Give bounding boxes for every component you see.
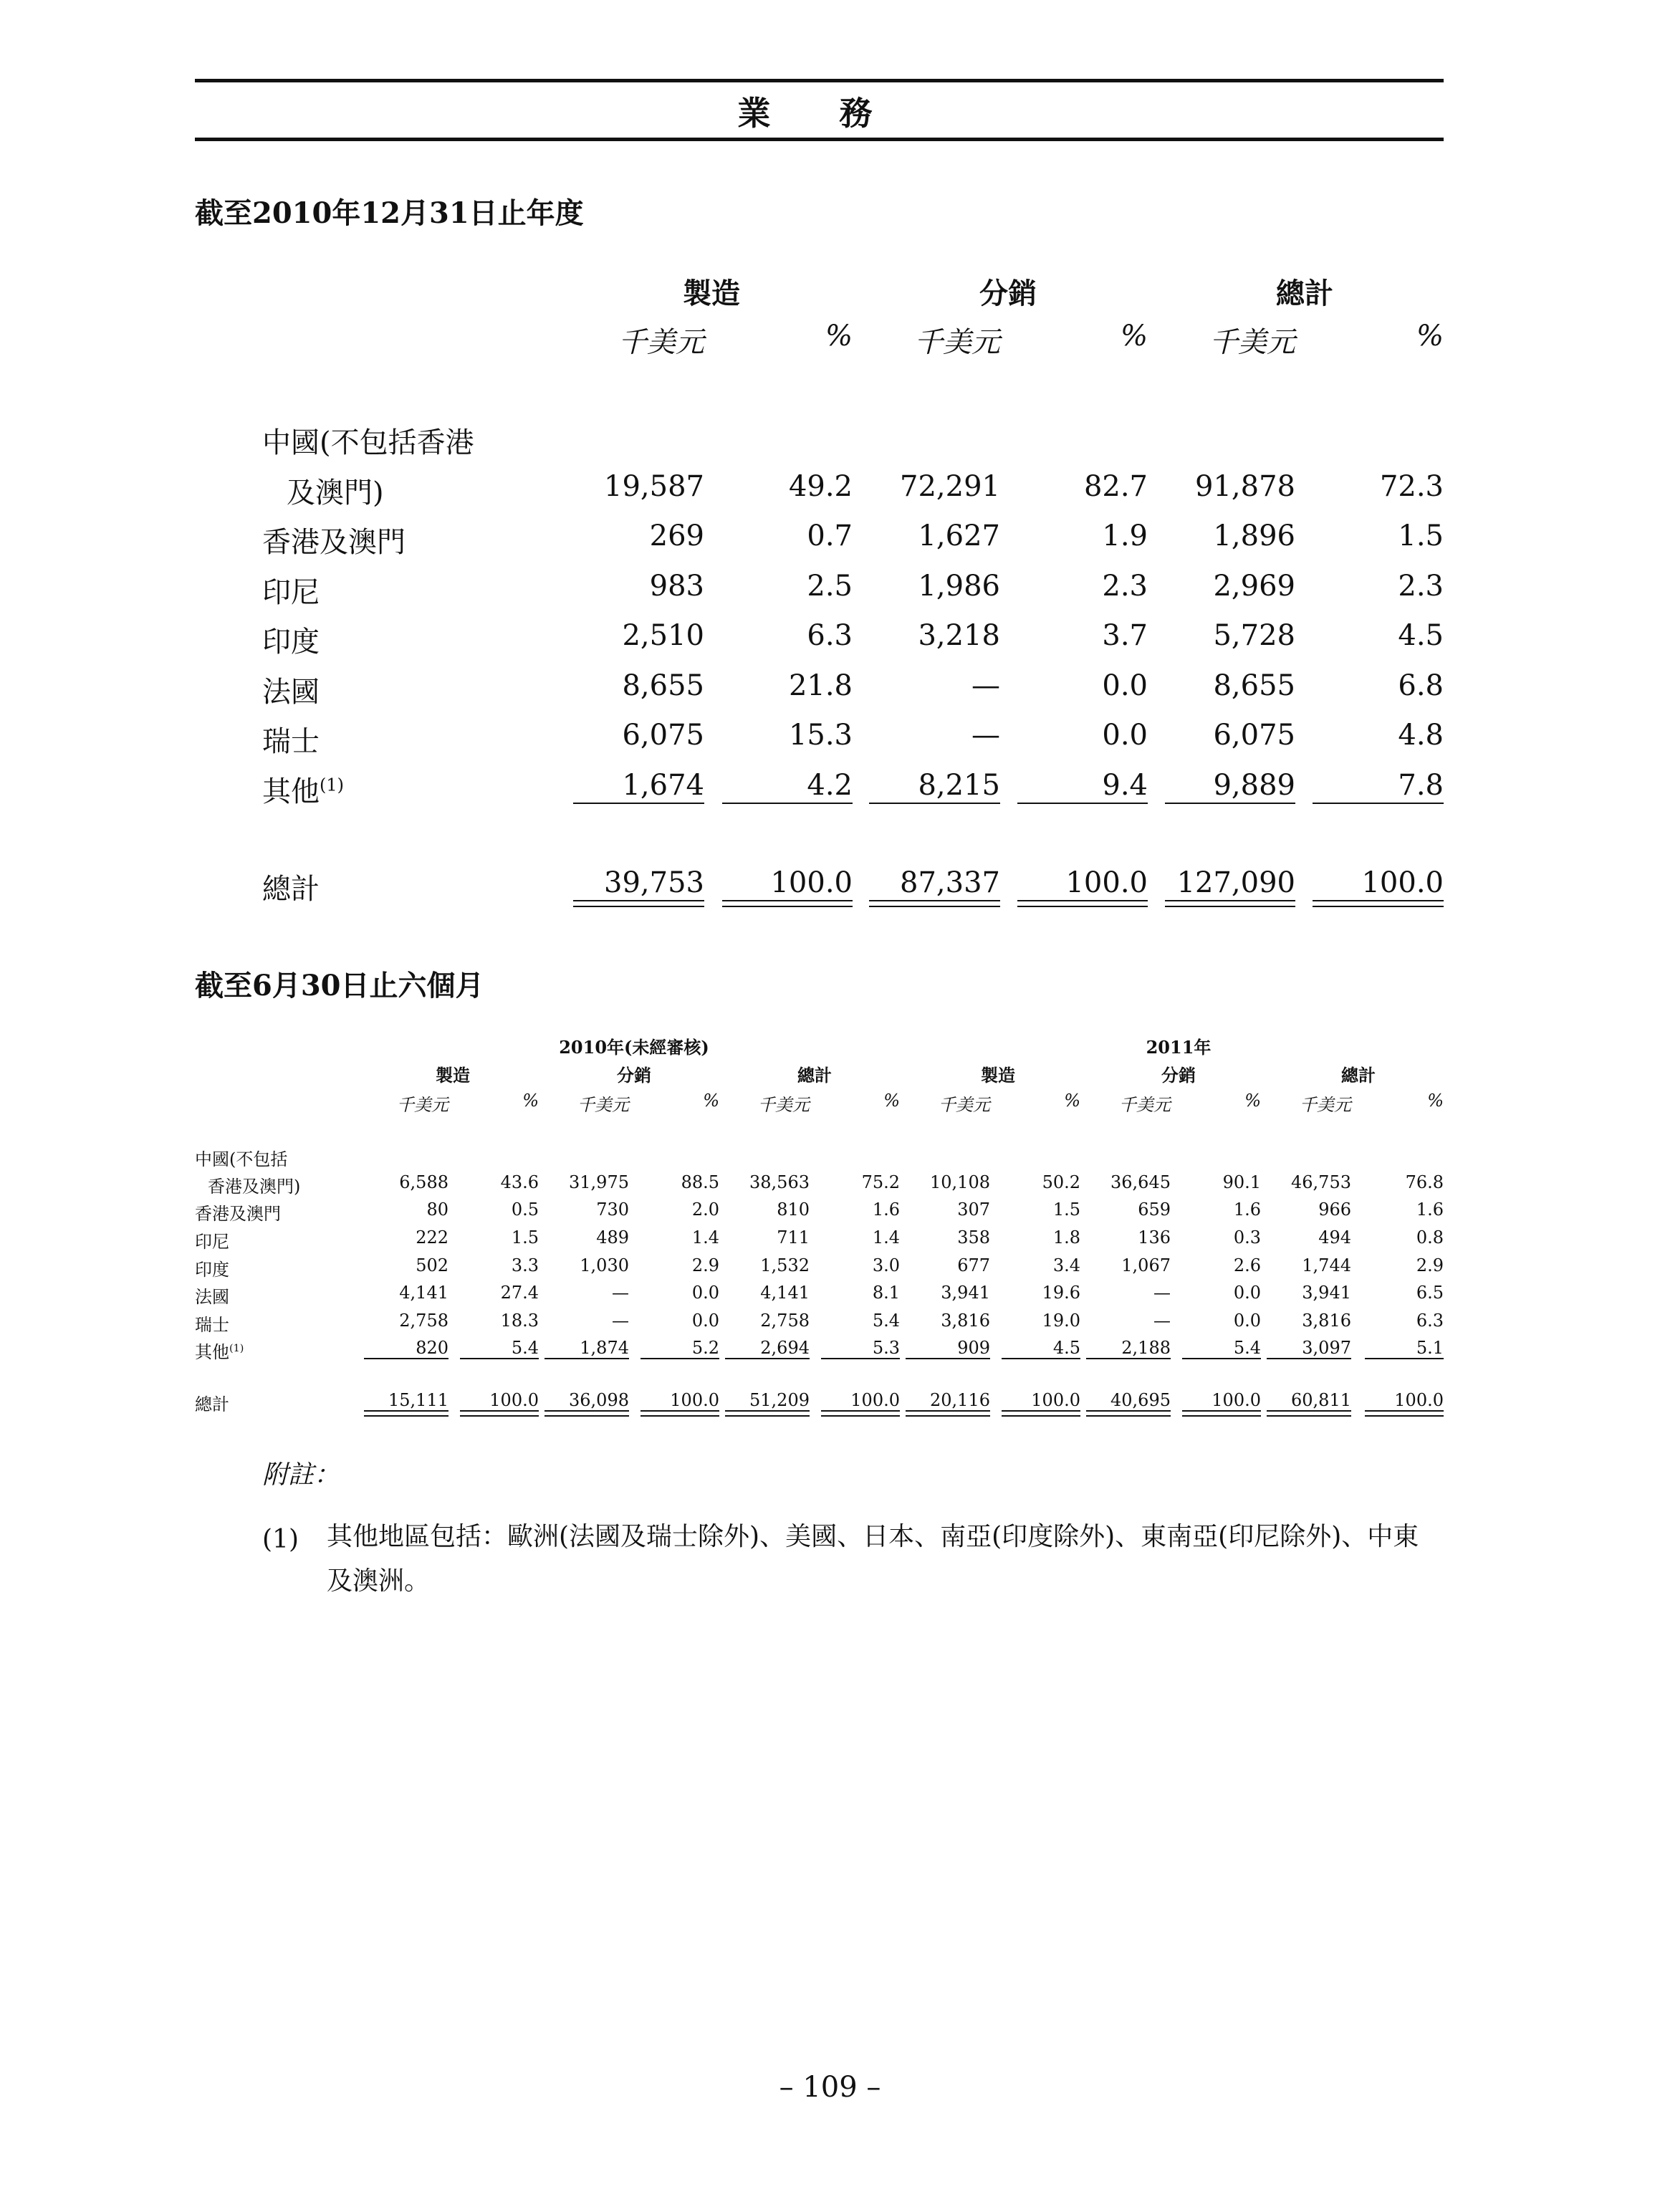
row-label-text: 印尼 <box>262 576 320 609</box>
group-header: 製造 <box>436 1065 470 1086</box>
table-cell: 8,215 <box>918 769 1000 802</box>
table-cell: 1.6 <box>872 1200 900 1220</box>
footnote-marker: (1) <box>320 775 344 795</box>
unit-label: % <box>1416 320 1444 353</box>
group-header: 總計 <box>797 1065 832 1086</box>
total-cell: 100.0 <box>1065 866 1148 899</box>
table-cell: 269 <box>649 520 704 552</box>
total-rule <box>1002 1415 1080 1417</box>
table-cell: 489 <box>596 1227 629 1248</box>
table-cell: 3,218 <box>918 619 1000 652</box>
table-cell: 6,075 <box>1213 719 1295 752</box>
table-cell: 6.3 <box>1416 1311 1444 1331</box>
table-cell: 2.9 <box>691 1255 719 1275</box>
subtotal-rule <box>725 1358 810 1359</box>
table-cell: 3,816 <box>941 1311 990 1331</box>
total-cell: 36,098 <box>569 1390 629 1410</box>
table-cell: 5.4 <box>872 1311 900 1331</box>
total-cell: 100.0 <box>1212 1390 1261 1410</box>
table-cell: 9.4 <box>1102 769 1148 802</box>
table-cell: 46,753 <box>1291 1172 1351 1192</box>
table-cell: 820 <box>416 1338 448 1358</box>
table-cell: — <box>612 1283 629 1303</box>
total-rule <box>1267 1415 1351 1417</box>
unit-label: % <box>1120 320 1148 353</box>
table-cell: — <box>971 669 1000 702</box>
table-cell: 8,655 <box>622 669 704 702</box>
table-cell: 730 <box>596 1200 629 1220</box>
total-rule <box>869 900 1000 901</box>
table-cell: 19.6 <box>1042 1283 1080 1303</box>
table-cell: 1,744 <box>1302 1255 1351 1275</box>
table-cell: 2,758 <box>760 1311 810 1331</box>
table-cell: 3.4 <box>1052 1255 1080 1275</box>
table-cell: 8,655 <box>1213 669 1295 702</box>
table-cell: 3,816 <box>1302 1311 1351 1331</box>
table-cell: 2.3 <box>1398 570 1444 603</box>
table-cell: 0.3 <box>1233 1227 1261 1248</box>
total-cell: 127,090 <box>1176 866 1295 899</box>
total-rule <box>1313 900 1444 901</box>
subtotal-rule <box>1313 803 1444 804</box>
table-cell: 307 <box>957 1200 990 1220</box>
table-cell: 38,563 <box>749 1172 810 1192</box>
total-label: 總計 <box>262 873 320 906</box>
total-rule <box>1182 1415 1261 1417</box>
total-rule <box>725 1410 810 1412</box>
total-rule <box>1002 1410 1080 1412</box>
subtotal-rule <box>641 1358 719 1359</box>
total-rule <box>641 1410 719 1412</box>
table-cell: 2.5 <box>807 570 853 603</box>
table-cell: 659 <box>1138 1200 1171 1220</box>
table-cell: 1.5 <box>1398 520 1444 552</box>
total-rule <box>641 1415 719 1417</box>
total-rule <box>725 1415 810 1417</box>
table-cell: 2.6 <box>1233 1255 1261 1275</box>
table-cell: 6,588 <box>399 1172 448 1192</box>
total-rule <box>821 1415 900 1417</box>
table-cell: 502 <box>416 1255 448 1275</box>
row-label-text: 印度 <box>262 626 320 659</box>
row-label-text: 瑞士 <box>195 1315 229 1335</box>
table-cell: 2.3 <box>1102 570 1148 603</box>
total-rule <box>1365 1415 1444 1417</box>
row-label-text: 法國 <box>262 676 320 709</box>
table-cell: 49.2 <box>788 470 853 503</box>
table-cell: 4,141 <box>760 1283 810 1303</box>
row-label <box>262 669 320 710</box>
table-cell: 19.0 <box>1042 1311 1080 1331</box>
unit-label: % <box>522 1091 539 1111</box>
total-rule <box>1017 906 1148 907</box>
total-cell: 51,209 <box>749 1390 810 1410</box>
unit-label: 千美元 <box>1209 326 1295 359</box>
table-cell: 43.6 <box>500 1172 539 1192</box>
row-label-text: 香港及澳門 <box>195 1204 281 1224</box>
table-cell: 2,188 <box>1121 1338 1171 1358</box>
table-cell: 27.4 <box>500 1283 539 1303</box>
unit-label: % <box>1244 1091 1261 1111</box>
total-cell: 20,116 <box>930 1390 990 1410</box>
row-label-text: 中國(不包括 <box>195 1149 288 1169</box>
total-rule <box>906 1415 990 1417</box>
group-header: 製造 <box>683 277 740 310</box>
table-cell: 82.7 <box>1083 470 1148 503</box>
table-cell: 4.5 <box>1398 619 1444 652</box>
group-header: 製造 <box>981 1065 1015 1086</box>
row-label <box>195 1227 229 1253</box>
row-label-text: 香港及澳門) <box>208 1177 301 1197</box>
total-rule <box>1086 1410 1171 1412</box>
row-label <box>195 1338 244 1363</box>
row-label-text: 中國(不包括香港 <box>262 426 474 459</box>
table-cell: 909 <box>957 1338 990 1358</box>
table-cell: 18.3 <box>500 1311 539 1331</box>
subtotal-rule <box>1182 1358 1261 1359</box>
total-rule <box>364 1415 448 1417</box>
table-cell: 1.4 <box>691 1227 719 1248</box>
table-cell: 966 <box>1318 1200 1351 1220</box>
note-number: (1) <box>262 1525 299 1554</box>
table-cell: 1.4 <box>872 1227 900 1248</box>
year-header: 2011年 <box>1146 1037 1212 1058</box>
total-rule <box>364 1410 448 1412</box>
subtotal-rule <box>722 803 853 804</box>
table-cell: 5.1 <box>1416 1338 1444 1358</box>
group-header: 分銷 <box>979 277 1037 310</box>
subtotal-rule <box>460 1358 539 1359</box>
table-cell: 1.5 <box>1052 1200 1080 1220</box>
table-cell: 1.6 <box>1416 1200 1444 1220</box>
unit-label: 千美元 <box>758 1095 810 1115</box>
table-cell: 3.7 <box>1102 619 1148 652</box>
total-cell: 100.0 <box>850 1390 900 1410</box>
table-cell: 50.2 <box>1042 1172 1080 1192</box>
table-cell: 80 <box>426 1200 448 1220</box>
subtotal-rule <box>1017 803 1148 804</box>
table-cell: 2,694 <box>760 1338 810 1358</box>
table-cell: 76.8 <box>1405 1172 1444 1192</box>
row-label-text: 其他 <box>195 1342 229 1362</box>
table-cell: 15.3 <box>788 719 853 752</box>
total-rule <box>1365 1410 1444 1412</box>
table-cell: — <box>1153 1311 1171 1331</box>
table-cell: 0.0 <box>1233 1283 1261 1303</box>
total-cell: 40,695 <box>1110 1390 1171 1410</box>
table-cell: 19,587 <box>604 470 704 503</box>
total-rule <box>1182 1410 1261 1412</box>
row-label-text: 法國 <box>195 1287 229 1307</box>
group-header: 分銷 <box>1161 1065 1196 1086</box>
row-label <box>262 520 406 560</box>
row-label-text: 印度 <box>195 1260 229 1280</box>
table-cell: 0.8 <box>1416 1227 1444 1248</box>
row-label-text: 及澳門) <box>287 477 384 509</box>
subtotal-rule <box>1086 1358 1171 1359</box>
table-cell: — <box>612 1311 629 1331</box>
table-cell: 0.0 <box>1233 1311 1261 1331</box>
table-cell: 2,969 <box>1213 570 1295 603</box>
total-cell: 100.0 <box>1031 1390 1080 1410</box>
row-label <box>262 420 474 461</box>
total-rule <box>460 1415 539 1417</box>
table-cell: 6.8 <box>1398 669 1444 702</box>
total-rule <box>722 906 853 907</box>
table-cell: 5.4 <box>1233 1338 1261 1358</box>
table-cell: 1,896 <box>1213 520 1295 552</box>
table-cell: 2,510 <box>622 619 704 652</box>
subtotal-rule <box>573 803 704 804</box>
table-cell: 10,108 <box>930 1172 990 1192</box>
row-label <box>195 1311 229 1336</box>
table-cell: 31,975 <box>569 1172 629 1192</box>
total-rule <box>906 1410 990 1412</box>
section2-title: 截至6月30日止六個月 <box>195 969 484 1002</box>
unit-label: 千美元 <box>1119 1095 1171 1115</box>
table-cell: 358 <box>957 1227 990 1248</box>
table-cell: 3,941 <box>941 1283 990 1303</box>
row-label-text: 印尼 <box>195 1232 229 1252</box>
section1-title: 截至2010年12月31日止年度 <box>195 196 584 230</box>
subtotal-rule <box>1002 1358 1080 1359</box>
unit-label: 千美元 <box>618 326 704 359</box>
year-header: 2010年(未經審核) <box>559 1037 709 1058</box>
table-cell: 72,291 <box>900 470 1000 503</box>
row-label-text: 其他 <box>262 775 320 808</box>
table-cell: 5.3 <box>872 1338 900 1358</box>
table-cell: 3.3 <box>511 1255 539 1275</box>
table-cell: 494 <box>1318 1227 1351 1248</box>
row-label <box>208 1172 300 1197</box>
table-cell: 0.0 <box>691 1311 719 1331</box>
row-label <box>195 1255 229 1280</box>
unit-label: 千美元 <box>397 1095 448 1115</box>
table-cell: 3,097 <box>1302 1338 1351 1358</box>
row-label <box>262 570 320 611</box>
table-cell: 72.3 <box>1379 470 1444 503</box>
total-cell: 87,337 <box>900 866 1000 899</box>
table-cell: 1.8 <box>1052 1227 1080 1248</box>
group-header: 總計 <box>1276 277 1333 310</box>
unit-label: 千美元 <box>577 1095 629 1115</box>
table-cell: 1,674 <box>622 769 704 802</box>
table-cell: 677 <box>957 1255 990 1275</box>
row-label <box>195 1283 229 1308</box>
table-cell: 0.7 <box>807 520 853 552</box>
total-cell: 100.0 <box>1394 1390 1444 1410</box>
header-top-rule <box>195 79 1444 82</box>
table-cell: 0.0 <box>691 1283 719 1303</box>
notes-heading: 附註： <box>262 1460 340 1490</box>
total-rule <box>1267 1410 1351 1412</box>
table-cell: 9,889 <box>1213 769 1295 802</box>
table-cell: 983 <box>649 570 704 603</box>
table-cell: 2,758 <box>399 1311 448 1331</box>
table-cell: 91,878 <box>1195 470 1295 503</box>
subtotal-rule <box>544 1358 629 1359</box>
table-cell: 711 <box>777 1227 810 1248</box>
total-cell: 100.0 <box>1361 866 1444 899</box>
unit-label: % <box>825 320 853 353</box>
unit-label: % <box>883 1091 900 1111</box>
group-header: 分銷 <box>617 1065 651 1086</box>
total-rule <box>573 900 704 901</box>
table-cell: 4,141 <box>399 1283 448 1303</box>
table-cell: 0.0 <box>1102 719 1148 752</box>
total-cell: 39,753 <box>604 866 704 899</box>
table-cell: 810 <box>777 1200 810 1220</box>
total-cell: 100.0 <box>670 1390 719 1410</box>
subtotal-rule <box>906 1358 990 1359</box>
group-header: 總計 <box>1341 1065 1376 1086</box>
table-cell: 75.2 <box>861 1172 900 1192</box>
row-label <box>195 1145 287 1170</box>
total-rule <box>1017 900 1148 901</box>
table-cell: 1.5 <box>511 1227 539 1248</box>
total-rule <box>869 906 1000 907</box>
unit-label: 千美元 <box>914 326 1000 359</box>
total-rule <box>821 1410 900 1412</box>
note-text: 其他地區包括：歐洲(法國及瑞士除外)、美國、日本、南亞(印度除外)、東南亞(印尼除外)、中東及澳洲。 <box>327 1522 1419 1596</box>
table-cell: 2.9 <box>1416 1255 1444 1275</box>
table-cell: 2.0 <box>691 1200 719 1220</box>
table-cell: 1,627 <box>918 520 1000 552</box>
table-cell: 3.0 <box>872 1255 900 1275</box>
table-cell: 1,986 <box>918 570 1000 603</box>
total-rule <box>1165 900 1295 901</box>
total-rule <box>1165 906 1295 907</box>
header-bottom-rule <box>195 138 1444 141</box>
total-label: 總計 <box>195 1394 229 1414</box>
table-cell: 4.5 <box>1052 1338 1080 1358</box>
total-rule <box>1313 906 1444 907</box>
table-cell: 7.8 <box>1398 769 1444 802</box>
total-cell: 15,111 <box>388 1390 448 1410</box>
table-cell: 3,941 <box>1302 1283 1351 1303</box>
table-cell: 4.8 <box>1398 719 1444 752</box>
table-cell: 222 <box>416 1227 448 1248</box>
table-cell: 1,874 <box>580 1338 629 1358</box>
table-cell: 1,030 <box>580 1255 629 1275</box>
table-cell: — <box>1153 1283 1171 1303</box>
table-cell: 36,645 <box>1110 1172 1171 1192</box>
unit-label: % <box>1427 1091 1444 1111</box>
subtotal-rule <box>1165 803 1295 804</box>
table-cell: 6.3 <box>807 619 853 652</box>
page-header-title: 業 務 <box>737 94 901 133</box>
table-cell: 1,067 <box>1121 1255 1171 1275</box>
table-cell: 5.4 <box>511 1338 539 1358</box>
unit-label: 千美元 <box>939 1095 990 1115</box>
total-rule <box>573 906 704 907</box>
table-cell: 8.1 <box>872 1283 900 1303</box>
unit-label: % <box>1064 1091 1080 1111</box>
footnote-marker: (1) <box>229 1343 244 1354</box>
total-rule <box>1086 1415 1171 1417</box>
row-label <box>287 470 384 511</box>
total-rule <box>460 1410 539 1412</box>
table-cell: 90.1 <box>1222 1172 1261 1192</box>
unit-label: % <box>703 1091 719 1111</box>
row-label <box>195 1200 281 1225</box>
table-cell: 1.9 <box>1102 520 1148 552</box>
table-cell: 0.5 <box>511 1200 539 1220</box>
row-label <box>262 619 320 660</box>
table-cell: 5.2 <box>691 1338 719 1358</box>
table-cell: 1.6 <box>1233 1200 1261 1220</box>
table-cell: 1,532 <box>760 1255 810 1275</box>
table-cell: 136 <box>1138 1227 1171 1248</box>
table-cell: — <box>971 719 1000 752</box>
total-rule <box>722 900 853 901</box>
subtotal-rule <box>1267 1358 1351 1359</box>
table-cell: 0.0 <box>1102 669 1148 702</box>
row-label-text: 香港及澳門 <box>262 526 406 559</box>
table-cell: 6,075 <box>622 719 704 752</box>
total-rule <box>544 1415 629 1417</box>
row-label <box>262 719 320 760</box>
total-rule <box>544 1410 629 1412</box>
table-cell: 88.5 <box>681 1172 719 1192</box>
subtotal-rule <box>869 803 1000 804</box>
row-label <box>262 769 344 810</box>
subtotal-rule <box>364 1358 448 1359</box>
total-cell: 60,811 <box>1291 1390 1351 1410</box>
subtotal-rule <box>821 1358 900 1359</box>
unit-label: 千美元 <box>1300 1095 1351 1115</box>
row-label-text: 瑞士 <box>262 725 320 758</box>
total-cell: 100.0 <box>489 1390 539 1410</box>
page-number: – 109 – <box>779 2071 881 2104</box>
table-cell: 21.8 <box>788 669 853 702</box>
table-cell: 6.5 <box>1416 1283 1444 1303</box>
table-cell: 5,728 <box>1213 619 1295 652</box>
table-cell: 4.2 <box>807 769 853 802</box>
total-cell: 100.0 <box>770 866 853 899</box>
subtotal-rule <box>1365 1358 1444 1359</box>
